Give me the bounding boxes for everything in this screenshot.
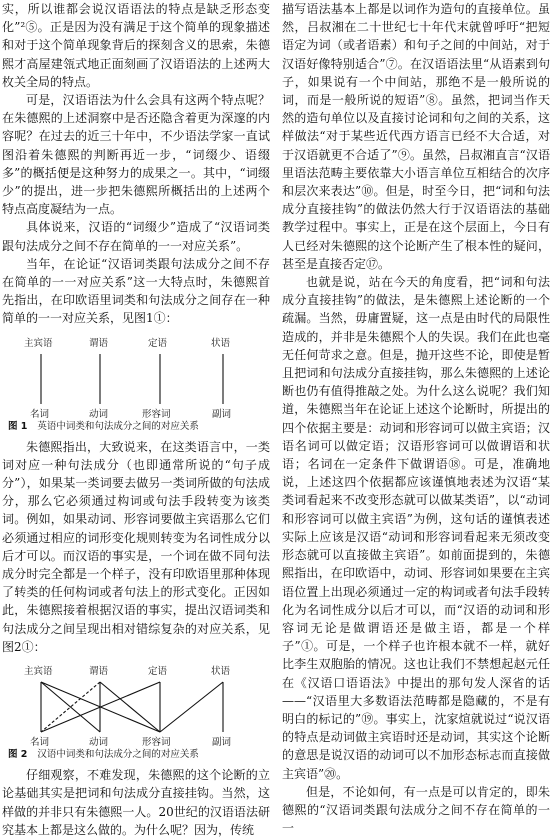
figure-2-diagram: [2, 660, 270, 748]
paragraph: 当年，在论证“汉语词类跟句法成分之间不存在简单的一一对应关系”这一大特点时，朱德熙首先指出，在印欧语里词类和句法成分之间存在一种简单的一一对应关系，见图1①：: [2, 256, 270, 326]
paragraph: 具体说来，汉语的“词缀少”造成了“汉语词类跟句法成分之间不存在简单的一一对应关系”。: [2, 220, 270, 253]
fig1-bottom-label: 形容词: [142, 408, 171, 420]
right-column: [282, 0, 550, 837]
paragraph: 也就是说，站在今天的角度看，把“词和句法成分直接挂钩”的做法，是朱德熙上述论断的一个疏漏。当然，毋庸置疑，这一点是由时代的局限性造成的，并非是朱德熙个人的失误。我们在此也毫无任何苛求之意。但是，抛开这些不论，即使是暂且把词和句法成分直接挂钩，那么朱德熙的上述论断也仍有值得推敲之处。为什么这么说呢？我们知道，朱德熙当年在论证上述这个论断时，所提出的四个依据主要是：动词和形容词可以做主宾语；汉语名词可以做定语；汉语形容词可以做谓语和状语；名词在一定条件下做谓语⑱。可是，准确地说，上述这四个依据都应该谨慎地表述为汉语“某类词看起来不改变形态就可以做某类语”，以“动词和形容词可以做主宾语”为例，这句话的谨慎表述实际上应该是汉语“动词和形容词看起来无须改变形态就可以直接做主宾语”。如前面提到的，朱德熙指出，在印欧语中，动词、形容词如果要在主宾语位置上出现必须通过一定的构词或者句法手段转化为名词性成分以后才可以，而“汉语的动词和形容词无论是做谓语还是做主语，都是一个样子”①。可是，一个样子也许根本就不一样，就好比李生双胞胎的情况。这也让我们不禁想起赵元任在《汉语口语语法》中提出的那句发人深省的话——“汉语里大多数语法范畴都是隐藏的，不是有明白的标记的”⑲。事实上，沈家煊就说过“说汉语的特点是动词做主宾语时还是动词，其实这个论断的意思是说汉语的动词可以不加形态标志而直接做主宾语”⑳。: [282, 275, 550, 781]
figure-1-caption: [8, 420, 270, 434]
figure-2: [2, 660, 270, 762]
fig1-bottom-label: 副词: [212, 408, 232, 420]
fig1-top-label: 定语: [148, 337, 168, 349]
figure-1-diagram: [2, 332, 270, 420]
fig1-top-label: 主宾语: [24, 337, 53, 349]
figure-2-number: 图 2: [8, 749, 28, 761]
fig2-top-label: 谓语: [89, 666, 109, 678]
paragraph: 可是，汉语语法为什么会具有这两个特点呢？在朱德熙的上述洞察中是否还隐含着更为深邃的内容呢？在过去的近三十年中，不少语法学家一直试图沿着朱德熙的判断再近一步，“词缀少、语缀多”的概括便是这种努力的成果之一。其中，“词缀少”的提出，进一步把朱德熙所概括出的上述两个特点高度凝结为一点。: [2, 93, 270, 217]
fig2-bottom-label: 副词: [212, 737, 232, 749]
fig2-top-label: 状语: [211, 666, 231, 678]
figure-2-caption-text: 汉语中词类和句法成分之间的对应关系: [37, 749, 199, 761]
paragraph: 描写语法基本上都是以词作为造句的直接单位。虽然，吕叔湘在二十世纪七十年代末就曾呼吁“把短语定为词（或者语素）和句子之间的中间站，对于汉语好像特别适合”⑦。在汉语语法里“从语素到句子，如果说有一个中间站，那绝不是一般所说的词，而是一般所说的短语”⑧。虽然，把词当作天然的造句单位以及直接讨论词和句之间的关系，这样做法“对于某些近代西方语言已经不大合适，对于汉语就更不合适了”⑨。虽然，吕叔湘直言“汉语里语法范畴主要依靠大小语言单位互相结合的次序和层次来表达”⑩。但是，时至今日，把“词和句法成分直接挂钩”的做法仍然大行于汉语语法的基础教学过程中。事实上，正是在这个层面上，今日有人已经对朱德熙的这个论断产生了根本性的疑问，甚至是直接否定⑰。: [282, 2, 550, 271]
figure-1: [2, 332, 270, 434]
fig2-top-label: 定语: [148, 666, 168, 678]
paragraph: 朱德熙指出，大致说来，在这类语言中，一类词对应一种句法成分（也即通常所说的“句子成分”），如果某一类词要去做另一类词所做的句法成分，那么它必须通过构词或句法手段转变为该类词。例如，如果动词、形容词要做主宾语那么它们必须通过相应的词形变化规则转变为名词性成分以后才可以。而汉语的事实是，一个词在做不同句法成分时完全都是一个样子，没有印欧语里那种体现了转类的任何构词或者句法上的形式变化。正因如此，朱德熙接着根据汉语的事实，提出汉语词类和句法成分之间呈现出相对错综复杂的对应关系，见图2①：: [2, 439, 270, 654]
paragraph: 实，所以谁都会说汉语语法的特点是缺乏形态变化”²⑤。正是因为没有满足于这个简单的现象描述和对于这个简单现象背后的探刻含义的思索，朱德熙才高屋建瓴式地正面刻画了汉语语法的上述两大枚关全局的特点。: [2, 2, 270, 89]
fig2-link: [100, 682, 160, 732]
figure-1-number: 图 1: [8, 420, 28, 432]
figure-1-caption-text: 英语中词类和句法成分之间的对应关系: [37, 420, 199, 432]
fig2-top-label: 主宾语: [24, 666, 53, 678]
fig2-bottom-label: 名词: [30, 737, 50, 749]
paragraph: 仔细观察，不难发现，朱德熙的这个论断的立论基础其实是把词和句法成分直接挂钩。当然，这样做的并非只有朱德熙一人。20世纪的汉语语法研究基本上都是这么做的。为什么呢？因为，传统: [2, 768, 270, 837]
paragraph: 但是，不论如何，有一点是可以肯定的，即朱德熙的“汉语词类跟句法成分之间不存在简单的一一: [282, 784, 550, 836]
left-column: [2, 0, 270, 839]
figure-2-caption: [8, 748, 270, 762]
fig2-bottom-label: 形容词: [142, 737, 171, 749]
fig1-top-label: 状语: [211, 337, 231, 349]
fig1-bottom-label: 名词: [30, 408, 50, 420]
fig2-link: [160, 682, 223, 732]
fig2-bottom-label: 动词: [89, 737, 109, 749]
fig1-bottom-label: 动词: [89, 408, 109, 420]
fig1-top-label: 谓语: [89, 337, 109, 349]
